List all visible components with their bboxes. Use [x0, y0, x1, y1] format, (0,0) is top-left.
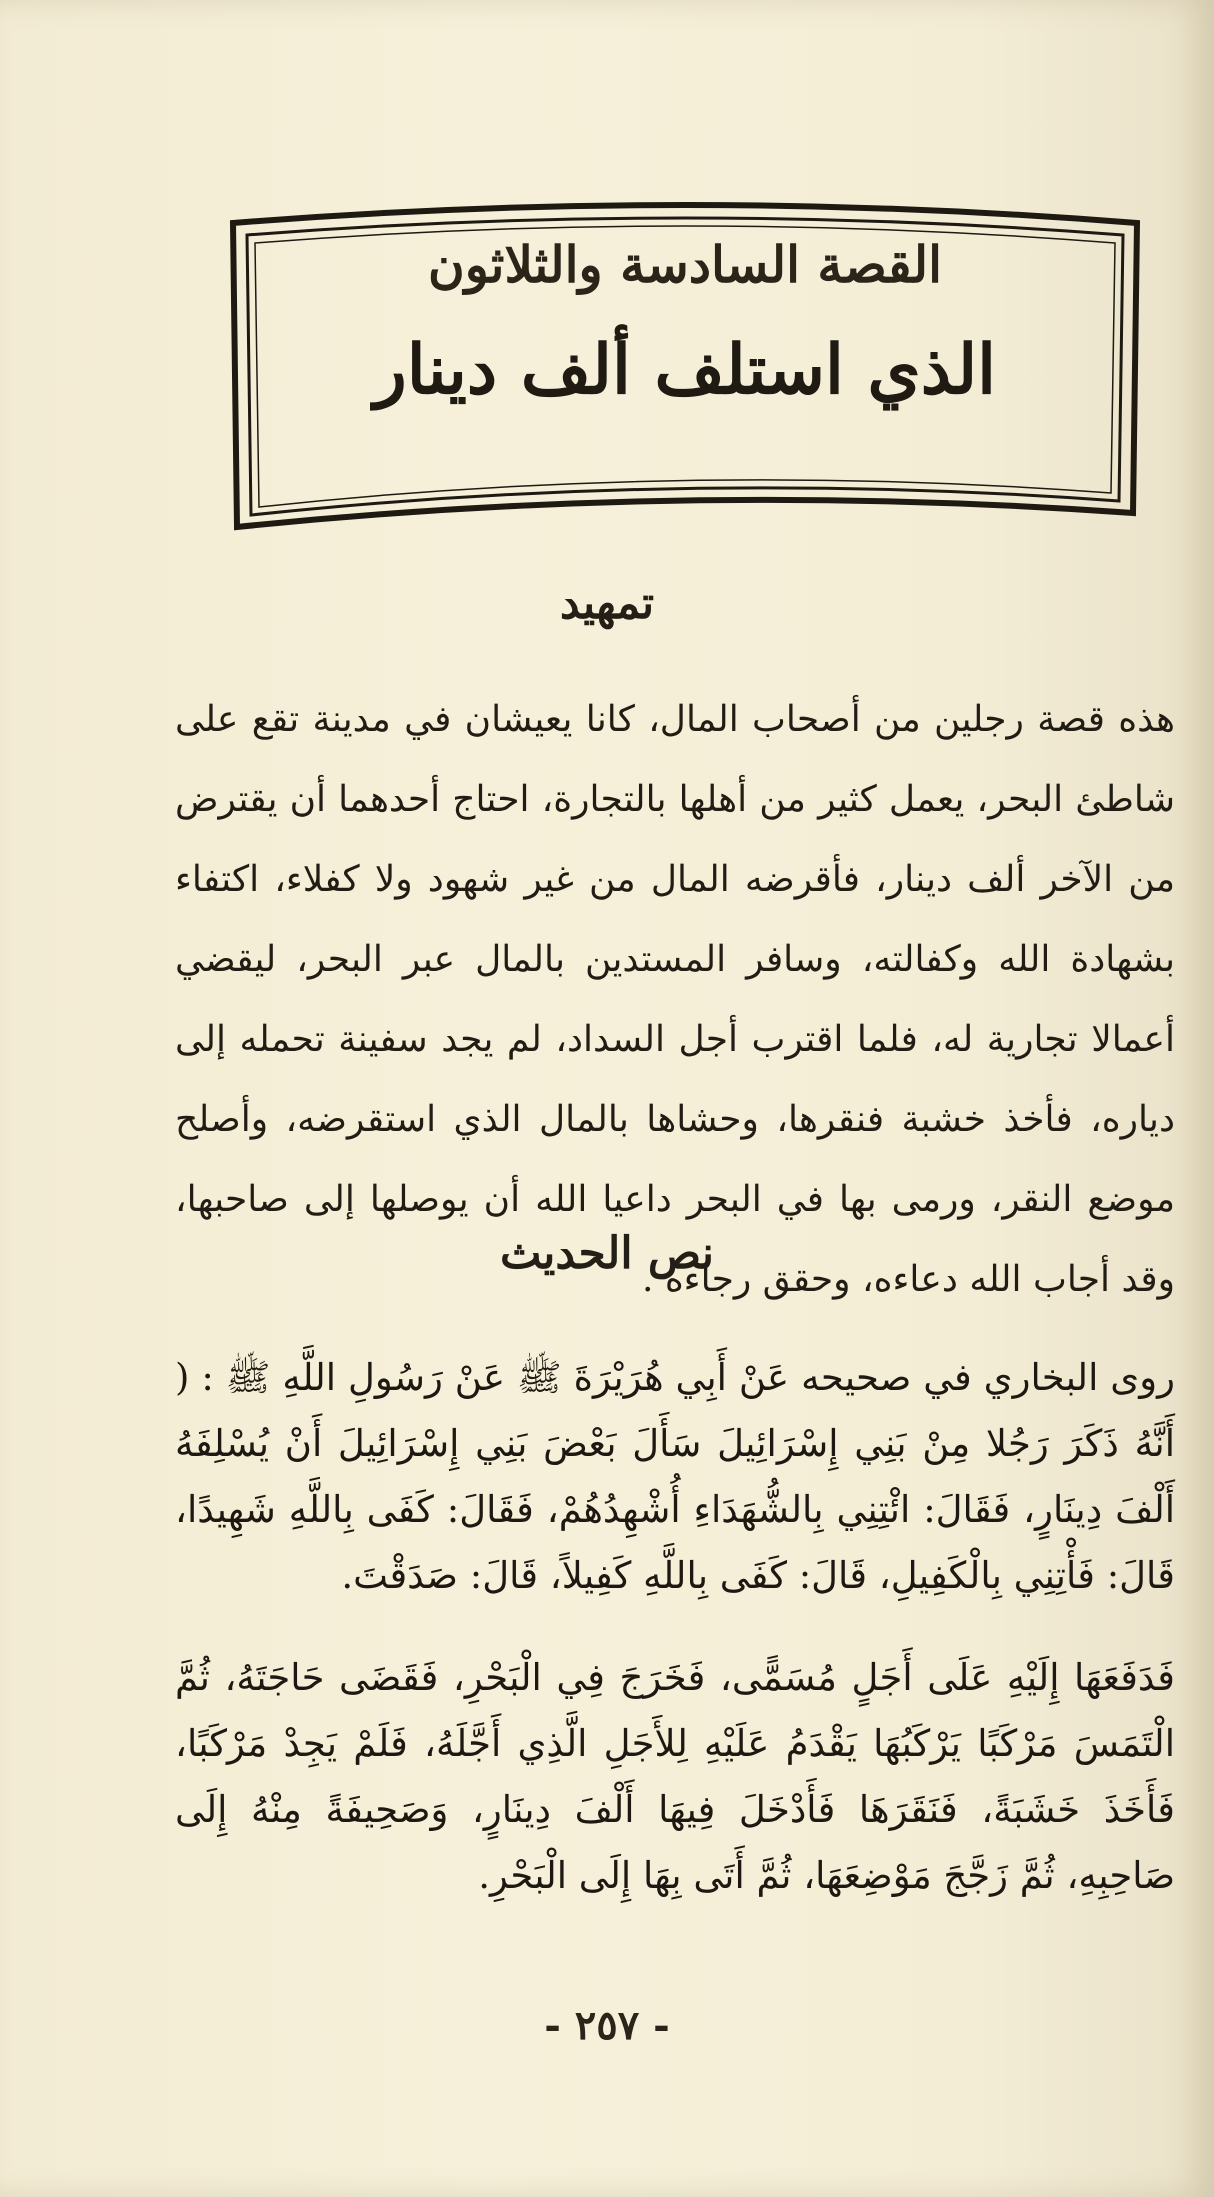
hadith-heading: نص الحديث	[499, 1228, 715, 1279]
hadith-paragraph-2: فَدَفَعَهَا إِلَيْهِ عَلَى أَجَلٍ مُسَمًّى، فَخَرَجَ فِي الْبَحْرِ، فَقَضَى حَاجَتَهُ، ثُمَّ الْتَمَسَ مَرْكَبًا يَرْكَبُهَا يَقْدَمُ عَلَيْهِ لِلأَجَلِ الَّذِي أَجَّلَهُ، فَلَمْ يَجِدْ مَرْكَبًا، فَأَخَذَ خَشَبَةً، فَنَقَرَهَا فَأَدْخَلَ فِيهَا أَلْفَ دِينَارٍ، وَصَحِيفَةً مِنْهُ إِلَى صَاحِبِهِ، ثُمَّ زَجَّجَ مَوْضِعَهَا، ثُمَّ أَتَى بِهَا إِلَى الْبَحْرِ.	[175, 1656, 1175, 1897]
intro-paragraph: هذه قصة رجلين من أصحاب المال، كانا يعيشان في مدينة تقع على شاطئ البحر، يعمل كثير من أهلها بالتجارة، احتاج أحدهما أن يقترض من الآخر ألف دينار، فأقرضه المال من غير شهود ولا كفلاء، اكتفاء بشهادة الله وكفالته، وسافر المستدين بالمال عبر البحر، ليقضي أعمالا تجارية له، فلما اقترب أجل السداد، لم يجد سفينة تحمله إلى دياره، فأخذ خشبة فنقرها، وحشاها بالمال الذي استقرضه، وأصلح موضع النقر، ورمى بها في البحر داعيا الله أن يوصلها إلى صاحبها، وقد أجاب الله دعاءه، وحقق رجاءه .	[175, 699, 1175, 1300]
page-number: - ٢٥٧ -	[544, 2002, 670, 2049]
hadith-paragraph-1: روى البخاري في صحيحه عَنْ أَبِي هُرَيْرَةَ ﷺ عَنْ رَسُولِ اللَّهِ ﷺ : ( أَنَّهُ ذَكَرَ رَجُلا مِنْ بَنِي إِسْرَائِيلَ سَأَلَ بَعْضَ بَنِي إِسْرَائِيلَ أَنْ يُسْلِفَهُ أَلْفَ دِينَارٍ، فَقَالَ: ائْتِنِي بِالشُّهَدَاءِ أُشْهِدُهُمْ، فَقَالَ: كَفَى بِاللَّهِ شَهِيدًا، قَالَ: فَأْتِنِي بِالْكَفِيلِ، قَالَ: كَفَى بِاللَّهِ كَفِيلاً، قَالَ: صَدَقْتَ.	[175, 1356, 1175, 1597]
intro-heading: تمهيد	[559, 578, 655, 629]
story-title: الذي استلف ألف دينار	[373, 330, 997, 410]
title-banner	[225, 195, 1145, 545]
story-number-title: القصة السادسة والثلاثون	[428, 235, 942, 294]
